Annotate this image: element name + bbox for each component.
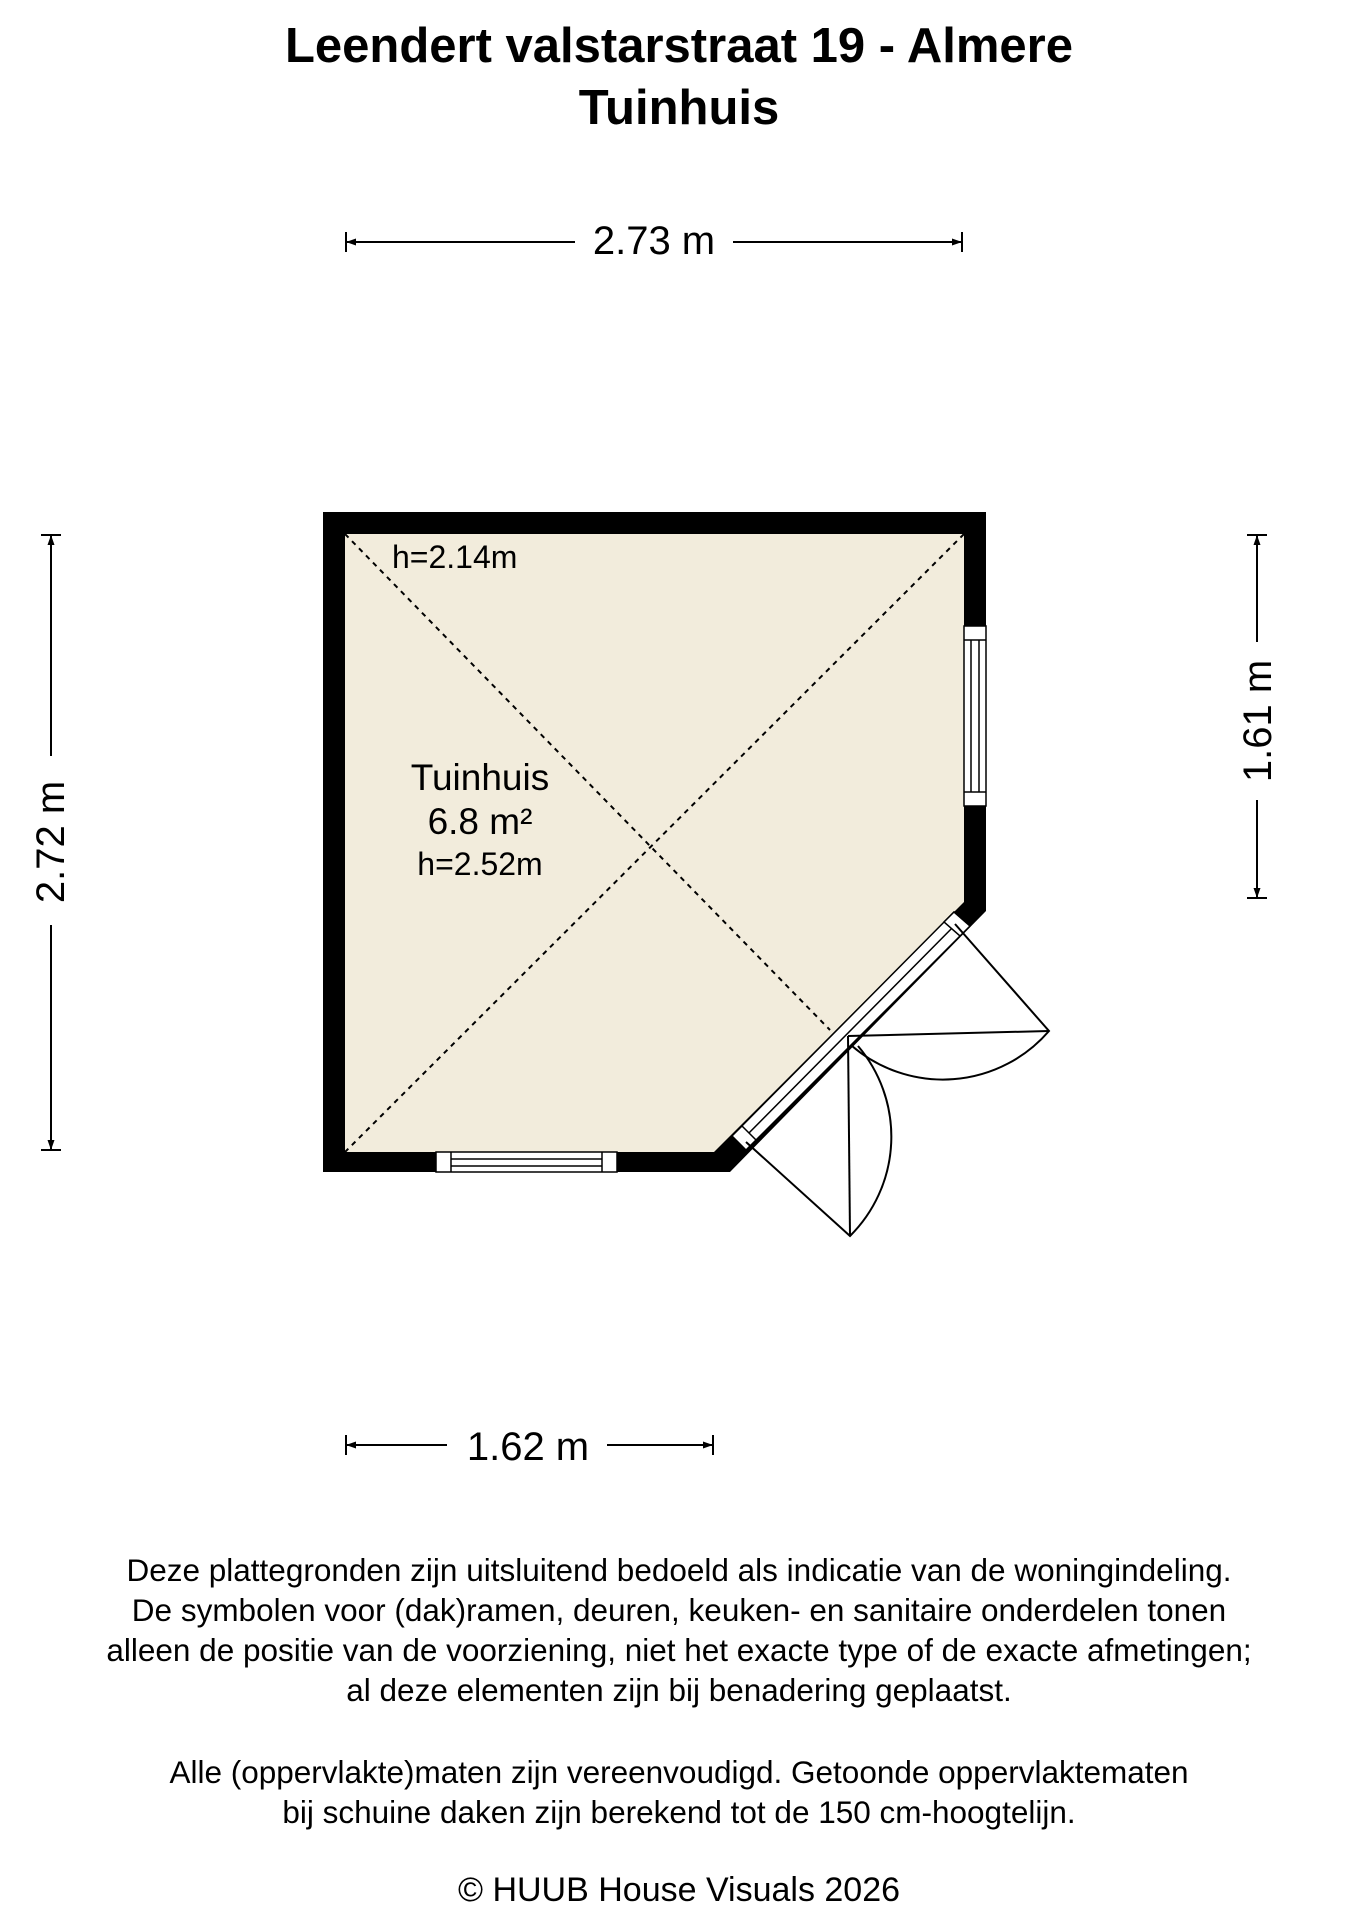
disclaimer-line: alleen de positie van de voorziening, niet het exacte type of de exacte afmetingen;	[106, 1632, 1252, 1668]
dimension-top	[346, 219, 962, 263]
window-right	[964, 626, 986, 806]
disclaimer-line: Deze plattegronden zijn uitsluitend bedoeld als indicatie van de woningindeling.	[126, 1552, 1232, 1588]
door-leaf-right	[848, 1031, 1049, 1036]
disclaimer-paragraph-1	[0, 1550, 1358, 1710]
corner-height-label: h=2.14m	[392, 539, 518, 575]
window-right-frame	[964, 626, 986, 806]
disclaimer-paragraph-2	[0, 1752, 1358, 1832]
door-leaf-left	[848, 1036, 850, 1236]
dimension-top-label: 2.73 m	[592, 219, 716, 263]
window-bottom-frame	[436, 1152, 617, 1172]
dimension-left-label: 2.72 m	[29, 780, 73, 904]
disclaimer-line: Alle (oppervlakte)maten zijn vereenvoudigd. Getoonde oppervlaktematen	[169, 1754, 1189, 1790]
dimension-bottom-label: 1.62 m	[466, 1425, 590, 1469]
dimension-right-label: 1.61 m	[1236, 659, 1280, 783]
room-height: h=2.52m	[417, 846, 543, 882]
disclaimer-line: De symbolen voor (dak)ramen, deuren, keuken- en sanitaire onderdelen tonen	[131, 1592, 1227, 1628]
window-bottom	[436, 1152, 617, 1172]
room-name: Tuinhuis	[410, 757, 550, 798]
dimension-right	[1236, 535, 1280, 898]
dimension-bottom	[346, 1425, 713, 1469]
disclaimer-line: bij schuine daken zijn berekend tot de 150 cm-hoogtelijn.	[282, 1794, 1076, 1830]
disclaimer-line: al deze elementen zijn bij benadering geplaatst.	[346, 1672, 1012, 1708]
copyright-footer: © HUUB House Visuals 2026	[457, 1871, 901, 1909]
room-area: 6.8 m²	[427, 801, 533, 842]
dimension-left	[29, 535, 73, 1150]
page-title: Leendert valstarstraat 19 - Almere	[285, 19, 1073, 73]
page-subtitle: Tuinhuis	[578, 81, 780, 135]
